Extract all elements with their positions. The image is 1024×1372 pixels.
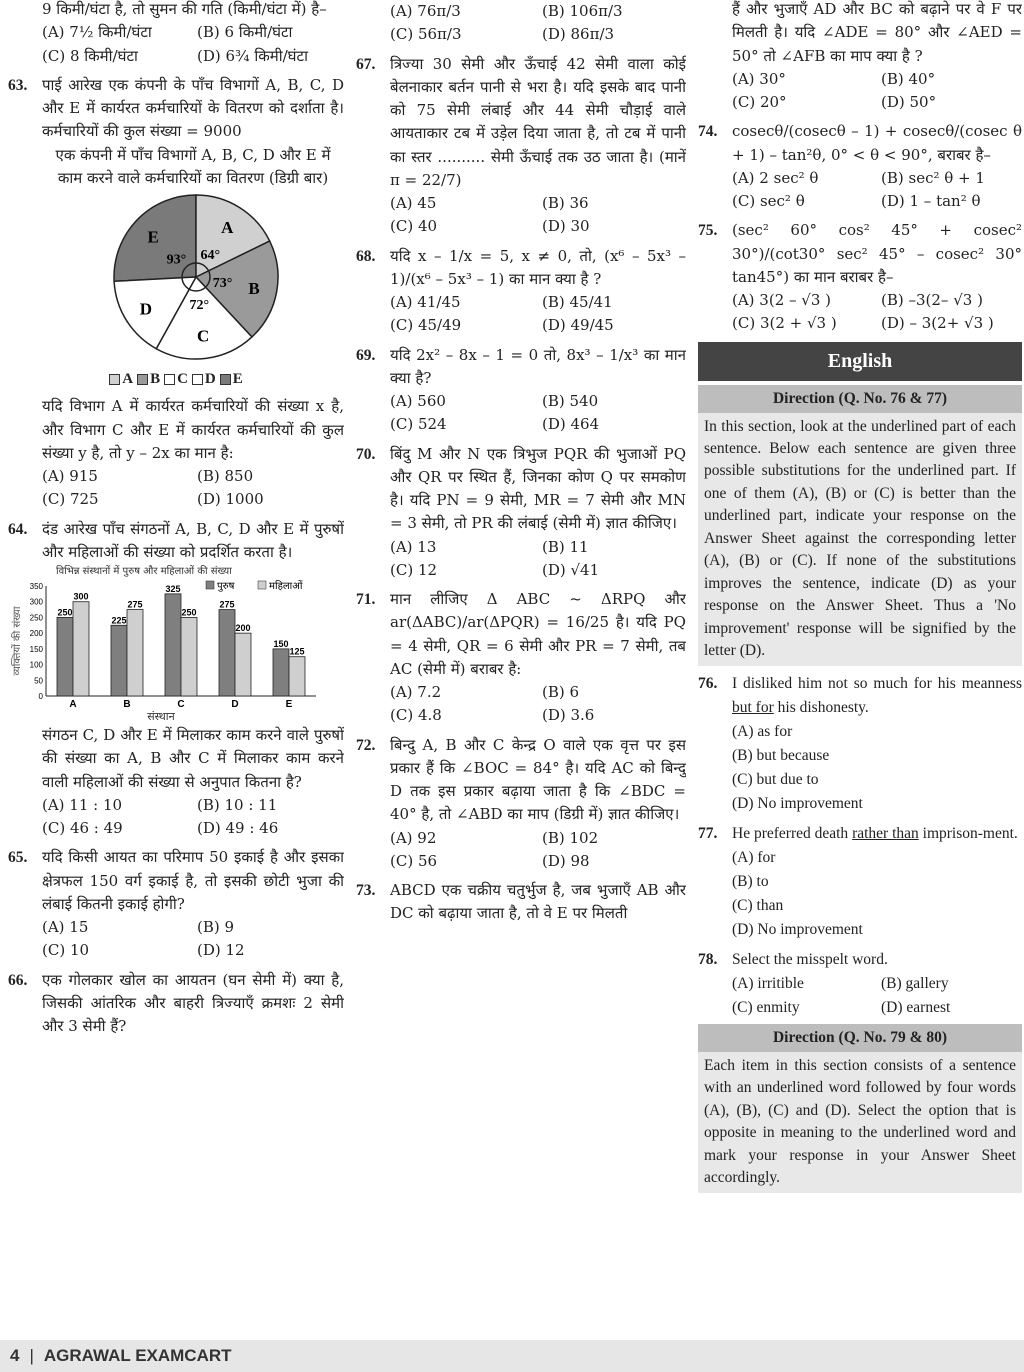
- question-number: 75.: [698, 222, 718, 240]
- option: (B) –3(2– √3 ): [881, 291, 983, 309]
- legend-item-c: C: [164, 368, 188, 391]
- option: (C) sec² θ: [732, 192, 805, 210]
- pie-value-a: 64°: [200, 248, 221, 264]
- q77-options: [698, 846, 1022, 942]
- question-64: [8, 518, 344, 565]
- bar-value-label: 225: [111, 615, 127, 626]
- bar-value-label: 275: [219, 599, 235, 610]
- column-2: [356, 0, 686, 1335]
- question-text: I disliked him not so much for his meanness but for his dishonesty.: [732, 674, 1022, 716]
- option: (B) 40°: [881, 69, 936, 88]
- bar-chart: [8, 564, 344, 724]
- q69-options: [356, 390, 686, 437]
- x-axis-label: संस्थान: [147, 710, 175, 723]
- option: (D) earnest: [881, 998, 951, 1016]
- pie-chart-title: एक कंपनी में पाँच विभागों A, B, C, D और E में काम करने वाले कर्मचारियों का वितरण (डिग्री बार): [55, 145, 331, 187]
- x-tick-label: A: [69, 699, 77, 710]
- question-number: 74.: [698, 123, 718, 141]
- question-number: 65.: [8, 849, 28, 867]
- question-text: Select the misspelt word.: [732, 950, 888, 968]
- section-title-english: English: [698, 342, 1022, 381]
- q76-options: [698, 720, 1022, 816]
- question-text: त्रिज्या 30 सेमी और ऊँचाई 42 सेमी वाला कोई बेलनाकार बर्तन पानी से भरा है। यदि इसके बाद पानी को 75 सेमी लंबाई और 44 सेमी चौड़ाई वाले आयताकार टब में उड़ेल दिया जाता है, तो टब में पानी का स्तर .......... सेमी ऊँचाई तक उठ जाता है। (मानें π = 22/7): [390, 54, 686, 189]
- bar: [127, 610, 143, 696]
- question-text: दंड आरेख पाँच संगठनों A, B, C, D और E में पुरुषों और महिलाओं की संख्या को प्रदर्शित करता है।: [42, 519, 344, 561]
- option: (B) 10 : 11: [197, 795, 278, 814]
- option: (A) 15: [42, 918, 89, 936]
- question-text: बिन्दु A, B और C केन्द्र O वाले एक वृत्त पर इस प्रकार हैं कि ∠BOC = 84° है। यदि AC को बिन्दु D तक इस प्रकार बढ़ाया जाता है कि ∠BDC = 40° है, तो ∠ABD का माप (डिग्री में) ज्ञात कीजिए।: [390, 735, 686, 824]
- pie-label-b: B: [248, 278, 260, 298]
- option: (C) 3(2 + √3 ): [732, 314, 837, 333]
- bar-value-label: 125: [289, 646, 305, 657]
- question-text: यदि किसी आयत का परिमाप 50 इकाई है और इसका क्षेत्रफल 150 वर्ग इकाई है, तो इसकी छोटी भुजा की लंबाई कितनी इकाई होगी?: [42, 848, 344, 913]
- legend-item-d: D: [192, 368, 216, 391]
- question-number: 64.: [8, 520, 28, 538]
- option: (D) No improvement: [732, 920, 863, 938]
- q72-options: [356, 827, 686, 874]
- option: (D) 6¾ किमी/घंटा: [197, 46, 308, 65]
- option: (C) but due to: [732, 770, 819, 788]
- bar-value-label: 150: [273, 638, 289, 649]
- question-number: 76.: [698, 674, 718, 692]
- option: (B) gallery: [881, 974, 949, 992]
- legend-swatch: [206, 581, 214, 589]
- option: (C) 725: [42, 490, 99, 509]
- legend-swatch: [258, 581, 266, 589]
- option: (A) 915: [42, 467, 98, 485]
- option: (D) √41: [542, 560, 600, 579]
- direction-heading: Direction (Q. No. 76 & 77): [698, 385, 1022, 413]
- option: (D) 49 : 46: [197, 819, 279, 837]
- option: (B) 6 किमी/घंटा: [197, 23, 293, 42]
- option: (C) 20°: [732, 93, 787, 111]
- y-tick-label: 100: [29, 660, 43, 670]
- bar: [57, 617, 73, 696]
- question-78: [698, 948, 1022, 972]
- option: (A) 7½ किमी/घंटा: [42, 23, 152, 42]
- question-number: 73.: [356, 882, 376, 899]
- option: (A) 2 sec² θ: [732, 168, 819, 187]
- underlined-part: but for: [732, 698, 774, 716]
- option: (C) 46 : 49: [42, 819, 123, 837]
- option: (A) 45: [390, 194, 437, 212]
- bar: [219, 610, 235, 696]
- brand-logo: AGRAWAL EXAMCART: [43, 1345, 232, 1365]
- option: (C) 40: [390, 217, 438, 236]
- option: (B) 102: [542, 828, 599, 847]
- x-tick-label: B: [123, 699, 131, 710]
- pie-value-c: 72°: [189, 297, 210, 313]
- bar: [111, 625, 127, 696]
- option: (A) as for: [732, 722, 793, 740]
- question-63: [8, 74, 344, 144]
- option: (D) – 3(2+ √3 ): [881, 314, 994, 333]
- direction-heading: Direction (Q. No. 79 & 80): [698, 1024, 1022, 1052]
- bar-value-label: 325: [165, 583, 181, 594]
- option: (B) 6: [542, 683, 580, 701]
- question-number: 78.: [698, 950, 718, 968]
- q73-tail: हैं और भुजाएँ AD और BC को बढ़ाने पर वे F पर मिलती है। यदि ∠ADE = 80° और ∠AED = 50° तो ∠AFB का माप क्या है ?: [732, 0, 1022, 65]
- option: (A) 30°: [732, 69, 786, 88]
- question-68: [356, 245, 686, 292]
- bar: [235, 633, 251, 696]
- option: (C) 10: [42, 941, 90, 960]
- pie-value-b: 73°: [212, 275, 233, 291]
- legend-label: पुरुष: [217, 581, 235, 592]
- option: (C) 4.8: [390, 706, 442, 725]
- y-tick-label: 50: [34, 676, 43, 686]
- option: (C) enmity: [732, 998, 800, 1016]
- y-axis-label: व्यक्तियों की संख्या: [12, 606, 23, 676]
- option: (B) 11: [542, 537, 589, 556]
- x-tick-label: E: [285, 699, 293, 710]
- question-text: ABCD एक चक्रीय चतुर्भुज है, जब भुजाएँ AB और DC को बढ़ाया जाता है, तो वे E पर मिलती: [390, 881, 686, 923]
- q71-options: [356, 681, 686, 728]
- question-76: [698, 672, 1022, 720]
- question-number: 69.: [356, 346, 376, 364]
- q65-options: [8, 916, 344, 963]
- bar: [181, 617, 197, 696]
- y-tick-label: 150: [29, 644, 43, 654]
- q68-options: [356, 291, 686, 338]
- question-number: 72.: [356, 736, 376, 754]
- question-67: [356, 53, 686, 193]
- bar-value-label: 275: [127, 599, 143, 610]
- y-tick-label: 200: [29, 629, 43, 639]
- question-text: मान लीजिए Δ ABC ~ ΔRPQ और ar(ΔABC)/ar(ΔPQR) = 16/25 है। यदि PQ = 4 सेमी, QR = 6 सेमी और PR = 7 सेमी, तब AC (सेमी में) बराबर है:: [390, 590, 686, 678]
- pie-chart: [8, 192, 344, 362]
- option: (A) 76π/3: [390, 2, 461, 20]
- question-text: यदि 2x² – 8x – 1 = 0 तो, 8x³ – 1/x³ का मान क्या है?: [390, 345, 686, 387]
- question-number: 68.: [356, 247, 376, 265]
- question-number: 70.: [356, 445, 376, 463]
- y-tick-label: 0: [38, 692, 43, 701]
- option: (B) 45/41: [542, 293, 613, 311]
- x-tick-label: D: [231, 699, 239, 710]
- option: (D) 86π/3: [542, 25, 615, 44]
- option: (D) 1000: [197, 490, 264, 509]
- y-tick-label: 350: [29, 582, 43, 591]
- q64-body: संगठन C, D और E में मिलाकर काम करने वाले पुरुषों की संख्या का A, B और C में मिलाकर काम करने वाली महिलाओं की संख्या से अनुपात कितना है?: [42, 726, 344, 791]
- question-text: cosecθ/(cosecθ – 1) + cosecθ/(cosec θ + 1) – tan²θ, 0° < θ < 90°, बराबर है–: [732, 122, 1022, 164]
- question-text: यदि x – 1/x = 5, x ≠ 0, तो, (x⁶ – 5x³ – 1)/(x⁶ – 5x³ – 1) का मान क्या है ?: [390, 246, 686, 288]
- option: (B) 106π/3: [542, 2, 623, 20]
- option: (A) 7.2: [390, 683, 442, 701]
- question-74: [698, 120, 1022, 167]
- question-65: [8, 846, 344, 916]
- question-77: [698, 822, 1022, 846]
- bar-value-label: 250: [57, 607, 73, 618]
- question-number: 77.: [698, 824, 718, 842]
- option: (D) 49/45: [542, 316, 614, 335]
- footer-separator: |: [29, 1345, 34, 1365]
- y-tick-label: 300: [29, 597, 43, 607]
- bar: [165, 594, 181, 696]
- option: (C) 12: [390, 560, 438, 579]
- column-3: [698, 0, 1022, 1335]
- option: (D) 98: [542, 851, 590, 870]
- q73-options: [698, 68, 1022, 115]
- bar-value-label: 250: [181, 607, 197, 618]
- option: (B) 540: [542, 392, 599, 410]
- question-73: [356, 879, 686, 926]
- y-tick-label: 250: [29, 613, 43, 623]
- option: (B) 36: [542, 194, 589, 212]
- q78-options: [698, 972, 1022, 1020]
- q74-options: [698, 167, 1022, 214]
- question-text: एक गोलकार खोल का आयतन (घन सेमी में) क्या है, जिसकी आंतरिक और बाहरी त्रिज्याएँ क्रमशः 2 सेमी और 3 सेमी हैं?: [42, 970, 344, 1035]
- option: (A) 560: [390, 392, 446, 410]
- option: (A) 41/45: [390, 293, 461, 311]
- question-text: पाई आरेख एक कंपनी के पाँच विभागों A, B, C, D और E में कार्यरत कर्मचारियों के वितरण को दर्शाता है। कर्मचारियों की कुल संख्या = 9000: [42, 75, 344, 141]
- pie-label-c: C: [197, 326, 210, 346]
- page-number: 4: [10, 1345, 20, 1365]
- question-72: [356, 734, 686, 827]
- bar-value-label: 200: [235, 623, 251, 634]
- option: (A) 13: [390, 537, 437, 556]
- bar-value-label: 300: [73, 591, 89, 602]
- pie-label-a: A: [221, 217, 234, 237]
- question-69: [356, 344, 686, 391]
- option: (C) 56: [390, 851, 438, 870]
- q75-options: [698, 289, 1022, 336]
- option: (D) No improvement: [732, 794, 863, 812]
- q62-tail: 9 किमी/घंटा है, तो सुमन की गति (किमी/घंटा में) है–: [42, 0, 327, 18]
- option: (B) sec² θ + 1: [881, 168, 985, 187]
- x-tick-label: C: [177, 699, 185, 710]
- legend-item-a: A: [109, 368, 133, 391]
- q62-options: [8, 21, 344, 68]
- option: (C) than: [732, 896, 784, 914]
- option: (A) 3(2 – √3 ): [732, 291, 832, 309]
- pie-value-e: 93°: [166, 252, 187, 268]
- q70-options: [356, 536, 686, 583]
- q63-options: [8, 465, 344, 512]
- question-text: (sec² 60° cos² 45° + cosec² 30°)/(cot30° sec² 45° – cosec² 30° tan45°) का मान बराबर है–: [732, 221, 1022, 286]
- option: (B) 9: [197, 918, 235, 936]
- legend-item-e: E: [220, 368, 243, 391]
- column-1: [8, 0, 344, 1335]
- option: (C) 8 किमी/घंटा: [42, 46, 138, 65]
- option: (D) 30: [542, 217, 590, 236]
- question-71: [356, 588, 686, 681]
- option: (C) 56π/3: [390, 25, 462, 44]
- question-text: बिंदु M और N एक त्रिभुज PQR की भुजाओं PQ और QR पर स्थित हैं, जिनका कोण Q पर समकोण है। यदि PN = 9 सेमी, MR = 7 सेमी और MN = 3 सेमी, तो PR की लंबाई (सेमी में) ज्ञात कीजिए।: [390, 444, 686, 533]
- option: (C) 45/49: [390, 316, 462, 335]
- option: (A) for: [732, 848, 776, 866]
- question-75: [698, 219, 1022, 289]
- option: (D) 3.6: [542, 706, 595, 725]
- question-70: [356, 443, 686, 536]
- question-66: [8, 969, 344, 1039]
- bar: [289, 657, 305, 696]
- pie-label-d: D: [139, 299, 153, 319]
- direction-text: In this section, look at the underlined part of each sentence. Below each sentence are given three possible substitutions for the underlined part. If one of them (A), (B) or (C) is better than the underlined part, indicate your response on the Answer Sheet against the corresponding letter (A), (B) or (C). If none of the substitutions improves the sentence, indicate (D) as your response on the Answer Sheet. Thus a 'No improvement' response will be signified by the letter (D).: [698, 413, 1022, 666]
- page-footer: [0, 1340, 1024, 1372]
- question-number: 67.: [356, 55, 376, 73]
- q63-body: यदि विभाग A में कार्यरत कर्मचारियों की संख्या x है, और विभाग C और E में कार्यरत कर्मचारियों की कुल संख्या y है, तो y – 2x का मान है:: [42, 397, 344, 462]
- pie-label-e: E: [147, 227, 159, 247]
- legend-item-b: B: [137, 368, 160, 391]
- option: (B) to: [732, 872, 769, 890]
- bar: [73, 602, 89, 696]
- question-number: 63.: [8, 76, 28, 94]
- q67-options: [356, 192, 686, 239]
- direction-text: Each item in this section consists of a sentence with an underlined word followed by four words (A), (B), (C) and (D). Select the option that is opposite in meaning to the underlined word and mark your response in your Answer Sheet accordingly.: [698, 1052, 1022, 1193]
- legend-label: महिलाओं: [269, 581, 303, 592]
- option: (B) 850: [197, 467, 254, 485]
- option: (A) 92: [390, 828, 437, 847]
- option: (B) but because: [732, 746, 830, 764]
- option: (D) 50°: [881, 93, 937, 111]
- bar: [273, 649, 289, 696]
- pie-legend: [8, 368, 344, 391]
- bar-chart-title: विभिन्न संस्थानों में पुरुष और महिलाओं की संख्या: [56, 566, 232, 577]
- q64-options: [8, 794, 344, 841]
- underlined-part: rather than: [852, 824, 919, 842]
- option: (D) 1 – tan² θ: [881, 192, 981, 210]
- question-number: 71.: [356, 591, 376, 608]
- option: (C) 524: [390, 415, 447, 434]
- question-number: 66.: [8, 971, 28, 989]
- option: (D) 12: [197, 941, 245, 960]
- option: (A) 11 : 10: [42, 795, 123, 814]
- option: (D) 464: [542, 415, 600, 434]
- question-text: He preferred death rather than imprison-ment.: [732, 824, 1018, 842]
- option: (A) irritible: [732, 974, 804, 992]
- q66-options: [356, 0, 686, 47]
